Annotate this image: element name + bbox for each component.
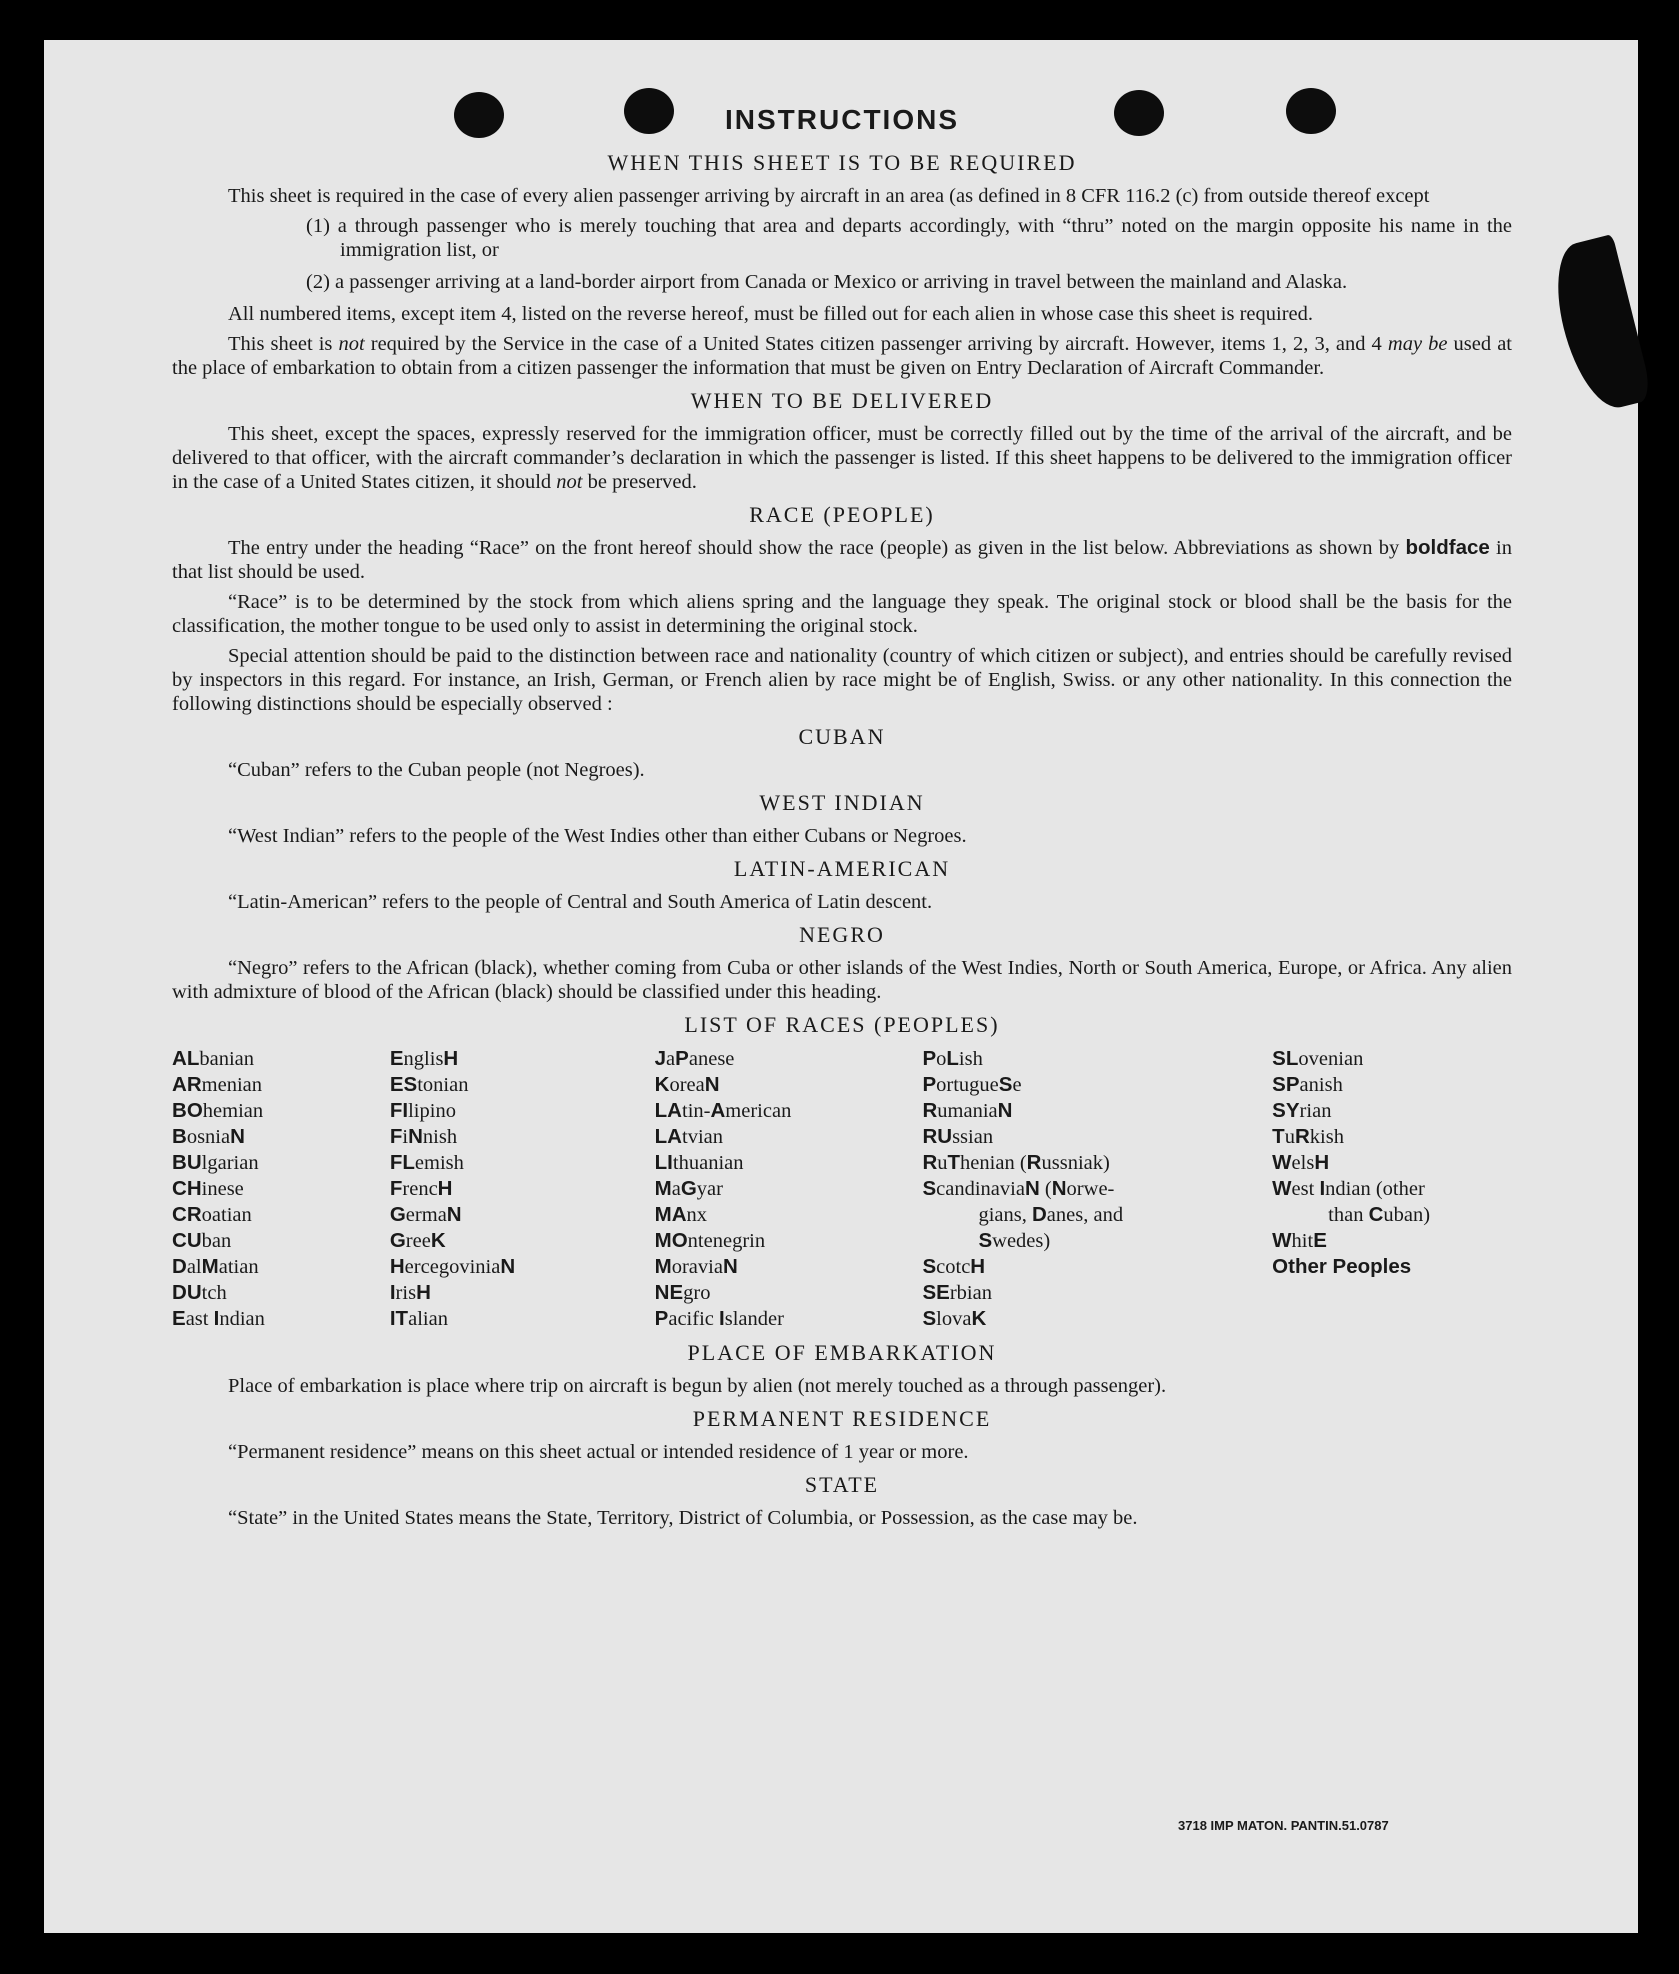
race-entry: SPanish	[1272, 1073, 1343, 1096]
race-entry: SlovaK	[922, 1307, 987, 1330]
page-title: INSTRUCTIONS	[725, 104, 959, 135]
race-entry: East Indian	[172, 1307, 265, 1330]
torn-edge	[1544, 234, 1653, 416]
latin-american-definition: “Latin-American” refers to the people of Central and South America of Latin descent.	[228, 891, 933, 913]
race-entry: EStonian	[389, 1073, 469, 1096]
race-entry: LAtin-American	[654, 1099, 792, 1122]
race-entry: RumaniaN	[922, 1099, 1013, 1122]
race-entry: Pacific Islander	[654, 1307, 784, 1330]
race-entry: TuRkish	[1272, 1125, 1344, 1148]
heading-list-of-races: LIST OF RACES (PEOPLES)	[684, 1012, 1000, 1037]
heading-negro: NEGRO	[799, 922, 885, 947]
race-entry: EnglisH	[389, 1047, 459, 1070]
race-entry: ScotcH	[922, 1255, 986, 1278]
citizen-paragraph: This sheet is not required by the Service in the case of a United States citizen passenger arriving by aircraft. However, items 1, 2, 3, and 4 may be used at the place of embarkation to obtain from a citizen passenger the information that must be given on Entry Declaration of Aircraft Commander.	[172, 333, 1512, 379]
race-entry: than Cuban)	[1328, 1203, 1431, 1226]
race-entry: RuThenian (Russniak)	[922, 1151, 1110, 1174]
races-column-2	[390, 1046, 655, 1332]
races-column-4	[922, 1046, 1272, 1332]
race-entry: MOntenegrin	[654, 1229, 766, 1252]
race-entry: ScandinaviaN (Norwe-	[922, 1177, 1115, 1200]
race-entry: GermaN	[389, 1203, 462, 1226]
exception-item-2: (2) a passenger arriving at a land-border airport from Canada or Mexico or arriving in travel between the mainland and Alaska.	[306, 271, 1348, 293]
negro-definition: “Negro” refers to the African (black), whether coming from Cuba or other islands of the West Indies, North or South America, Europe, or Africa. Any alien with admixture of blood of the African (black) should be classified under this heading.	[172, 957, 1512, 1003]
race-entry: PoLish	[922, 1047, 983, 1070]
race-entry: GreeK	[389, 1229, 446, 1252]
race-entry: SErbian	[922, 1281, 992, 1304]
race-entry: FLemish	[389, 1151, 464, 1174]
race-entry: DalMatian	[172, 1255, 259, 1278]
race-entry: CHinese	[172, 1177, 244, 1200]
when-required-intro: This sheet is required in the case of every alien passenger arriving by aircraft in an area (as defined in 8 CFR 116.2 (c) from outside thereof except	[228, 185, 1430, 207]
embarkation-definition: Place of embarkation is place where trip on aircraft is begun by alien (not merely touched as a through passenger).	[228, 1375, 1167, 1397]
race-entry: FiNnish	[389, 1125, 458, 1148]
race-entry: HercegoviniaN	[389, 1255, 516, 1278]
heading-latin-american: LATIN-AMERICAN	[733, 856, 951, 881]
race-entry: SLovenian	[1272, 1047, 1364, 1070]
heading-cuban: CUBAN	[798, 724, 886, 749]
race-paragraph-1: The entry under the heading “Race” on the front hereof should show the race (people) as given in the list below. Abbreviations as shown by boldface in that list should be used.	[172, 536, 1512, 583]
when-delivered-paragraph: This sheet, except the spaces, expressly reserved for the immigration officer, must be correctly filled out by the time of the arrival of the aircraft, and be delivered to that officer, with the aircraft commander’s declaration in which the passenger is listed. If this sheet happens to be delivered to the immigration officer in the case of a United States citizen, it should not be preserved.	[172, 423, 1512, 493]
race-entry: FrencH	[389, 1177, 453, 1200]
heading-when-delivered: WHEN TO BE DELIVERED	[690, 388, 994, 413]
races-column-1	[172, 1046, 390, 1332]
race-entry: BosniaN	[172, 1125, 245, 1148]
printer-imprint: 3718 IMP MATON. PANTIN.51.0787	[1178, 1818, 1389, 1833]
race-entry: NEgro	[654, 1281, 711, 1304]
heading-state: STATE	[804, 1472, 880, 1497]
race-entry: Swedes)	[978, 1229, 1051, 1252]
heading-race: RACE (PEOPLE)	[749, 502, 935, 527]
race-entry: RUssian	[922, 1125, 994, 1148]
race-entry: MaGyar	[654, 1177, 723, 1200]
heading-when-required: WHEN THIS SHEET IS TO BE REQUIRED	[607, 150, 1077, 175]
race-entry: SYrian	[1272, 1099, 1332, 1122]
race-entry: KoreaN	[654, 1073, 720, 1096]
race-entry: ITalian	[389, 1307, 448, 1330]
state-definition: “State” in the United States means the State, Territory, District of Columbia, or Possession, as the case may be.	[228, 1507, 1138, 1529]
residence-definition: “Permanent residence” means on this sheet actual or intended residence of 1 year or more.	[228, 1441, 969, 1463]
heading-west-indian: WEST INDIAN	[759, 790, 925, 815]
heading-residence: PERMANENT RESIDENCE	[692, 1406, 992, 1431]
race-entry: West Indian (other	[1272, 1177, 1425, 1200]
numbered-items-paragraph: All numbered items, except item 4, listed on the reverse hereof, must be filled out for each alien in whose case this sheet is required.	[228, 303, 1314, 325]
race-entry: DUtch	[172, 1281, 227, 1304]
race-entry: MAnx	[654, 1203, 708, 1226]
race-entry: MoraviaN	[654, 1255, 738, 1278]
west-indian-definition: “West Indian” refers to the people of the West Indies other than either Cubans or Negroes.	[228, 825, 967, 847]
race-entry: LIthuanian	[654, 1151, 744, 1174]
race-entry: WelsH	[1272, 1151, 1330, 1174]
races-column-5	[1272, 1046, 1512, 1332]
race-paragraph-2: “Race” is to be determined by the stock from which aliens spring and the language they speak. The original stock or blood shall be the basis for the classification, the mother tongue to be used only to assist in determining the original stock.	[172, 591, 1512, 637]
race-entry: WhitE	[1272, 1229, 1327, 1252]
race-entry: Other Peoples	[1272, 1255, 1412, 1278]
race-entry: gians, Danes, and	[978, 1203, 1124, 1226]
race-entry: PortugueSe	[922, 1073, 1022, 1096]
cuban-definition: “Cuban” refers to the Cuban people (not Negroes).	[228, 759, 645, 781]
race-entry: BOhemian	[172, 1099, 264, 1122]
instructions-content	[172, 100, 1512, 1536]
exception-item-1: (1) a through passenger who is merely touching that area and departs accordingly, with “thru” noted on the margin opposite his name in the immigration list, or	[306, 215, 1512, 261]
race-entry: IrisH	[389, 1281, 431, 1304]
race-entry: FIlipino	[389, 1099, 456, 1122]
races-column-3	[655, 1046, 923, 1332]
races-list	[172, 1046, 1512, 1332]
race-entry: CUban	[172, 1229, 232, 1252]
race-entry: ALbanian	[172, 1047, 255, 1070]
race-entry: ARmenian	[172, 1073, 262, 1096]
race-entry: CRoatian	[172, 1203, 252, 1226]
heading-embarkation: PLACE OF EMBARKATION	[687, 1340, 997, 1365]
race-paragraph-3: Special attention should be paid to the distinction between race and nationality (country of which citizen or subject), and entries should be carefully revised by inspectors in this regard. For instance, an Irish, German, or French alien by race might be of English, Swiss. or any other nationality. In this connection the following distinctions should be especially observed :	[172, 645, 1512, 715]
race-entry: BUlgarian	[172, 1151, 259, 1174]
race-entry: JaPanese	[654, 1047, 735, 1070]
race-entry: LAtvian	[654, 1125, 723, 1148]
